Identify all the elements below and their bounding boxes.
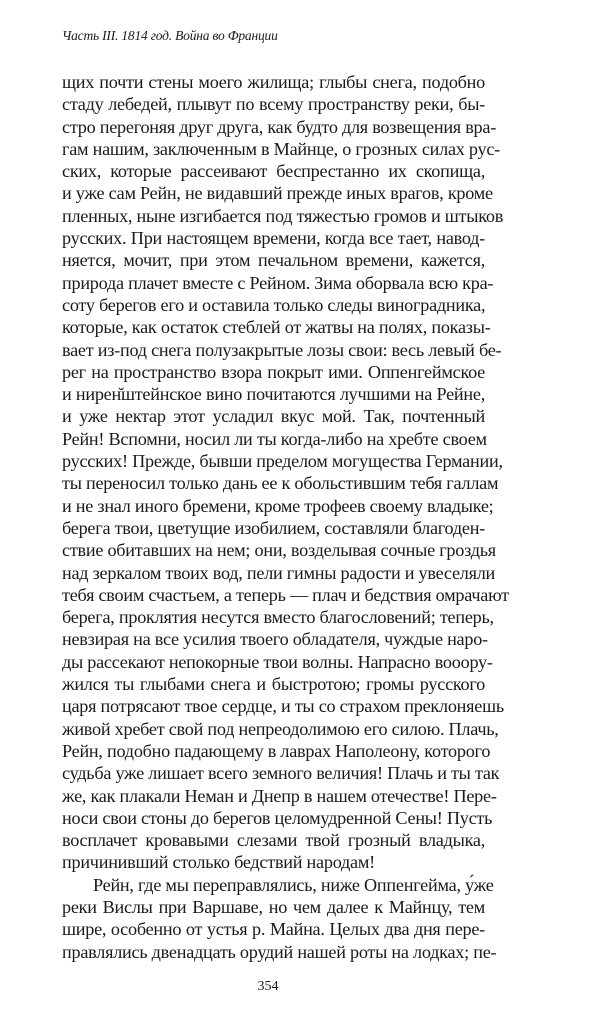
- text-line: берега твои, цветущие изобилием, составляли благоден-: [62, 517, 485, 538]
- text-line: пленных, ныне изгибается под тяжестью громов и штыков: [62, 205, 504, 226]
- running-header: Часть III. 1814 год. Война во Франции: [62, 28, 278, 43]
- text-line: шире, особенно от устья р. Майна. Целых два дня пере-: [62, 919, 485, 940]
- page-number: 354: [257, 979, 279, 994]
- text-line: же, как плакали Неман и Днепр в нашем отечестве! Пере-: [62, 785, 497, 806]
- text-line: рег на пространство взора покрыт ими. Оппенгеймское: [62, 361, 485, 382]
- page-body: [62, 71, 509, 963]
- text-line: гам нашим, заключенным в Майнце, о грозных силах рус-: [62, 138, 500, 159]
- text-line: причинивший столько бедствий народам!: [62, 852, 375, 873]
- text-line: вает из-под снега полузакрытые лозы свои: весь левый бе-: [62, 339, 502, 360]
- text-line: и не знал иного бремени, кроме трофеев своему владыке;: [62, 495, 494, 516]
- text-line: ды рассекают непокорные твои волны. Напрасно вооору-: [62, 651, 493, 672]
- text-line: судьба уже лишает всего земного величия! Плачь и ты так: [62, 763, 500, 784]
- text-line: соту берегов его и оставила только следы виноградника,: [62, 294, 486, 315]
- text-line: ских, которые рассеивают беспрестанно их скопища,: [62, 161, 485, 182]
- text-line: стро перегоняя друг друга, как будто для возвещения вра-: [62, 116, 497, 137]
- text-line: няется, мочит, при этом печальном времени, кажется,: [62, 250, 485, 271]
- text-line: которые, как остаток стеблей от жатвы на полях, показы-: [62, 317, 491, 338]
- text-line: ствие обитавших на нем; они, возделывая сочные гроздья: [62, 540, 496, 561]
- text-line: Рейн! Вспомни, носил ли ты когда-либо на хребте своем: [62, 428, 487, 449]
- text-line: берега, проклятия несутся вместо благословений; теперь,: [62, 607, 494, 628]
- text-line: и уже сам Рейн, не видавший прежде иных врагов, кроме: [62, 183, 493, 204]
- text-line: царя потрясают твое сердце, и ты со страхом преклоняешь: [62, 696, 504, 717]
- text-line: над зеркалом твоих вод, пели гимны радости и увеселяли: [62, 562, 496, 583]
- text-line: реки Вислы при Варшаве, но чем далее к Майнцу, тем: [62, 896, 485, 917]
- text-line: тебя своим счастьем, а теперь — плач и бедствия омрачают: [62, 584, 509, 605]
- text-line: невзирая на все усилия твоего обладателя, чуждые наро-: [62, 629, 488, 650]
- text-line: и нирен̆штейнское вино почитаются лучшими на Рейне,: [62, 384, 485, 405]
- text-line: ты переносил только дань ее к обольстившим тебя галлам: [62, 473, 499, 494]
- text-line: и уже нектар этот усладил вкус мой. Так, почтенный: [62, 406, 485, 427]
- text-line: русских. При настоящем времени, когда все тает, навод-: [62, 228, 485, 249]
- text-line: Рейн, подобно падающему в лаврах Наполеону, которого: [62, 740, 491, 761]
- text-line: носи свои стоны до берегов целомудренной Сены! Пусть: [62, 807, 493, 828]
- text-line: живой хребет свой под непреодолимою его силою. Плачь,: [62, 718, 499, 739]
- text-line: жился ты глыбами снега и быстротою; громы русского: [62, 674, 485, 695]
- text-line: правлялись двенадцать орудий нашей роты на лодках; пе-: [62, 941, 497, 962]
- text-line: Рейн, где мы переправлялись, ниже Оппенгейма, у́же: [93, 874, 494, 895]
- text-line: щих почти стены моего жилища; глыбы снега, подобно: [62, 72, 485, 92]
- text-line: русских! Прежде, бывши пределом могущества Германии,: [62, 451, 503, 472]
- text-line: природа плачет вместе с Рейном. Зима оборвала всю кра-: [62, 272, 494, 293]
- text-line: стаду лебедей, плывут по всему пространству реки, бы-: [62, 94, 485, 115]
- text-line: восплачет кровавыми слезами твой грозный владыка,: [62, 830, 485, 851]
